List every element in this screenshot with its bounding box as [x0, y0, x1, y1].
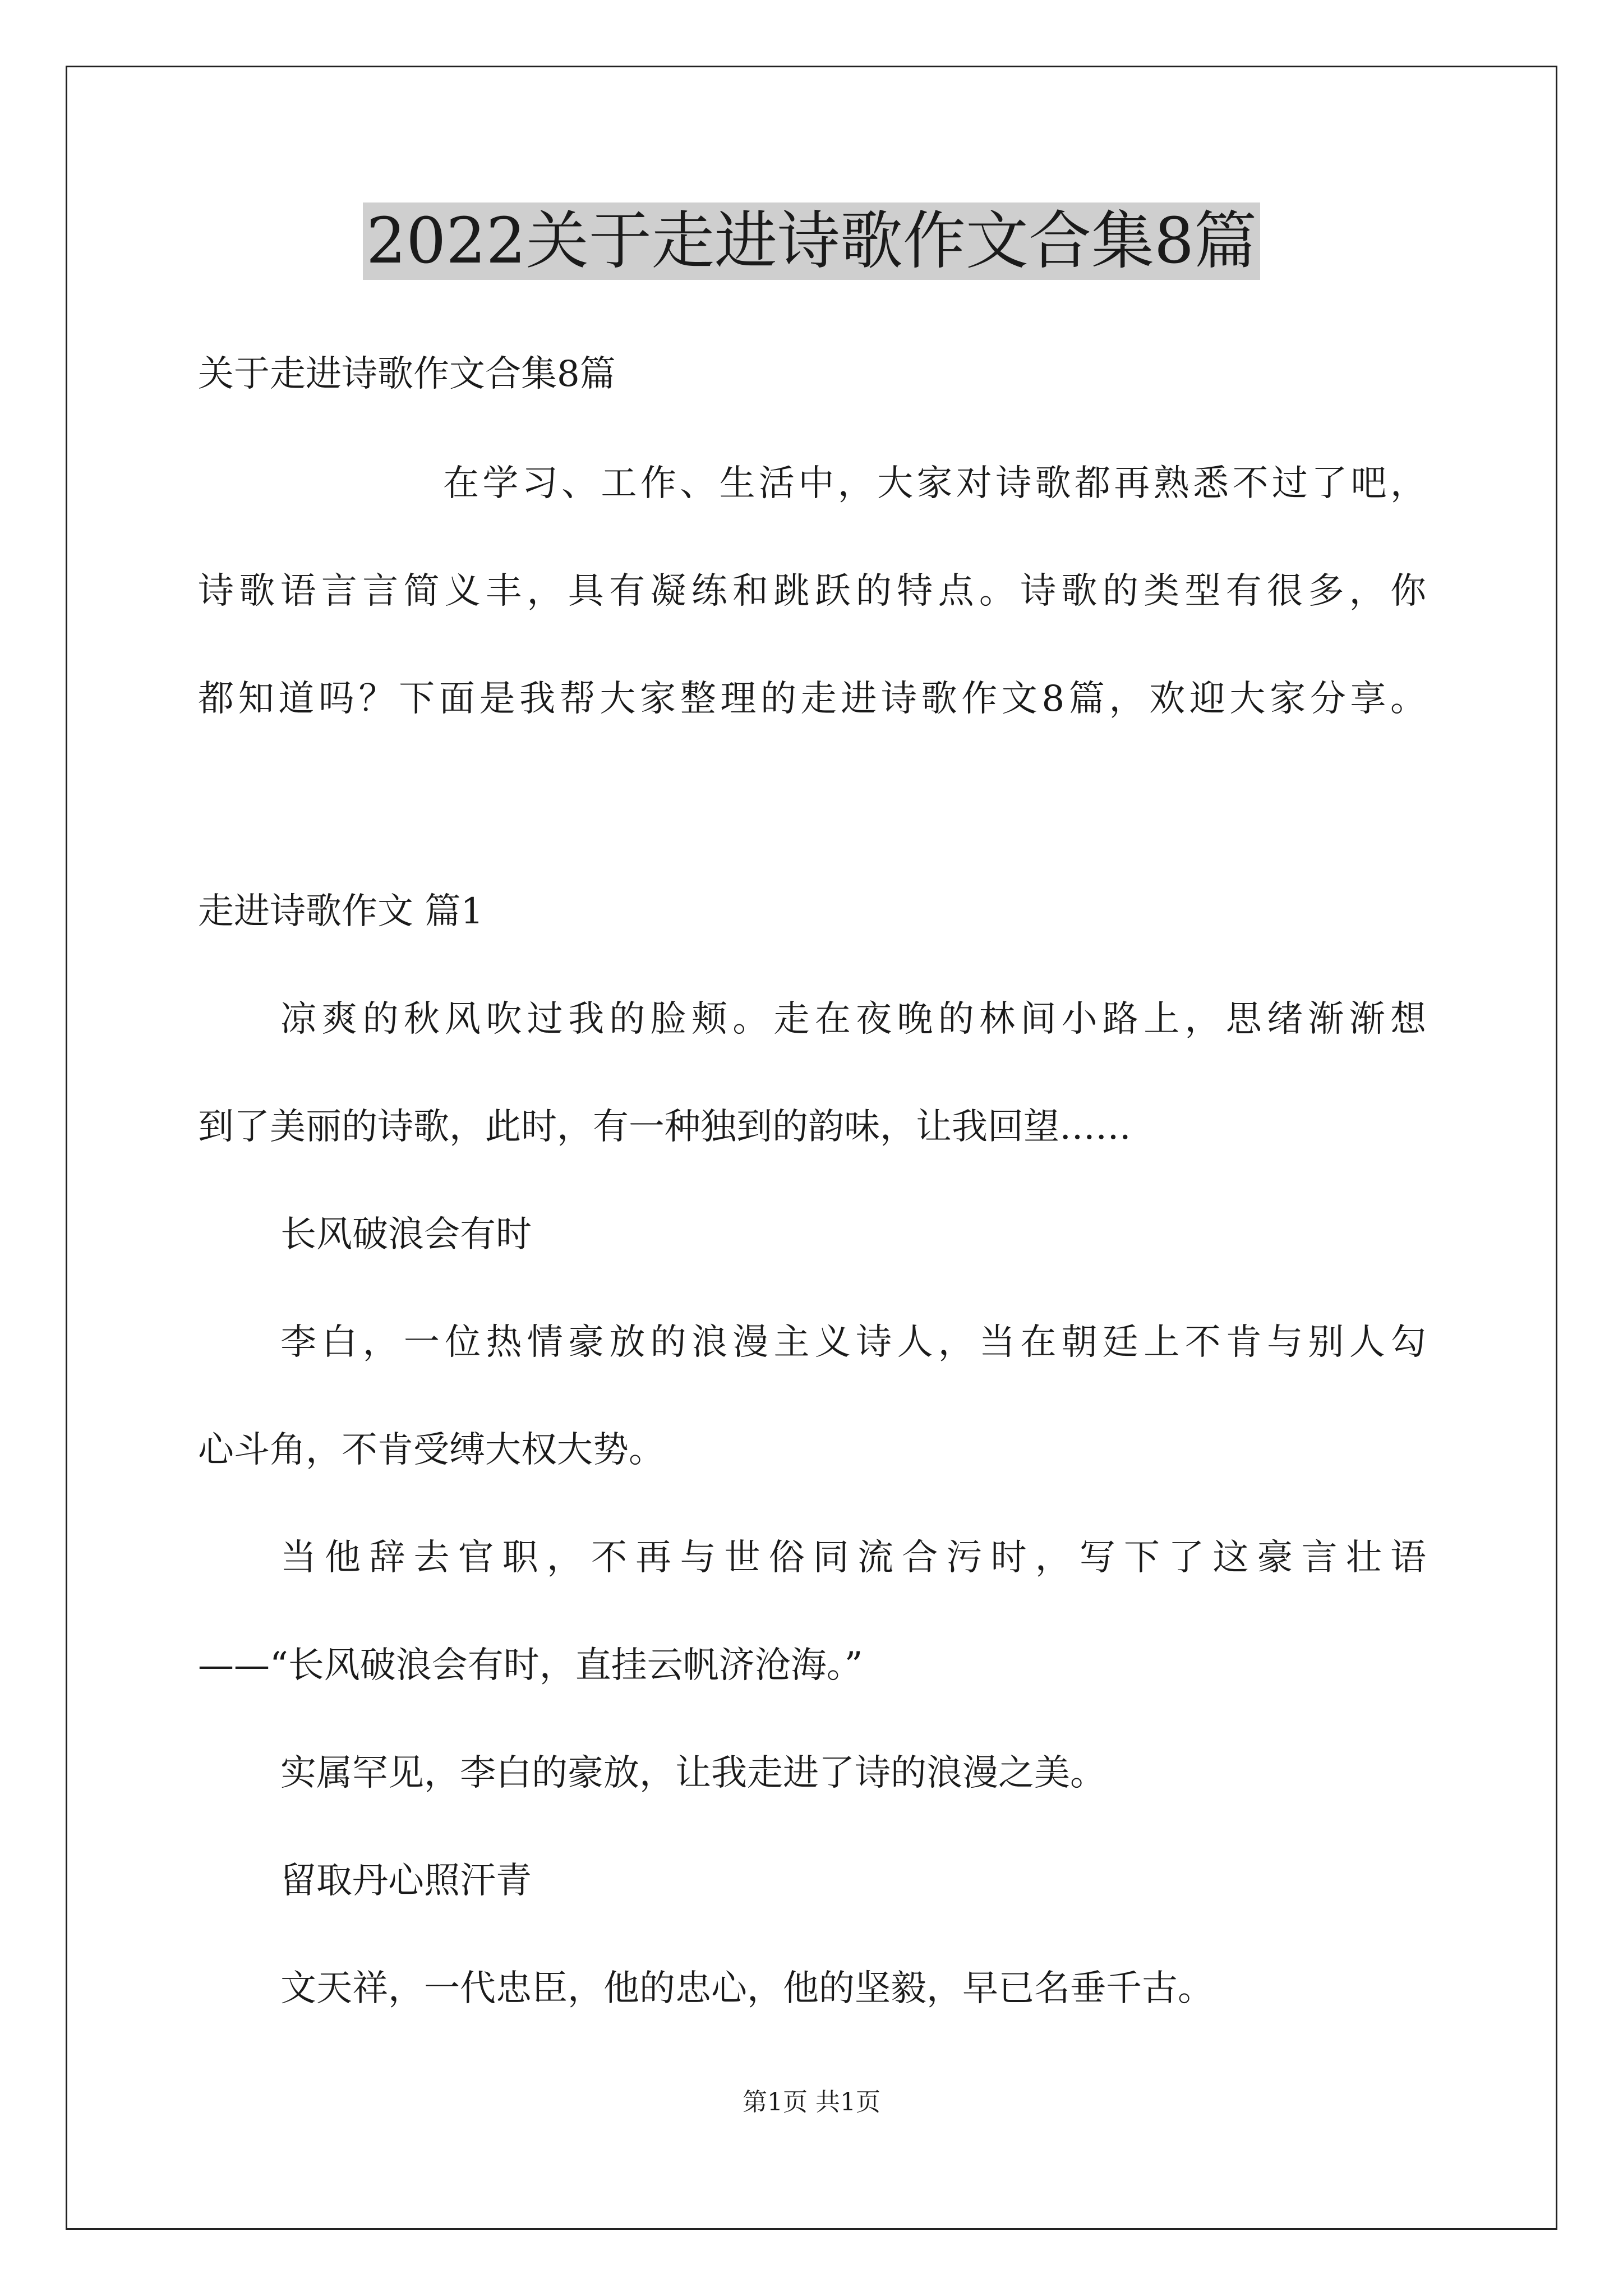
body-paragraph-line: 文天祥，一代忠臣，他的忠心，他的坚毅，早已名垂千古。 — [280, 1968, 1214, 2009]
body-paragraph-line: 实属罕见，李白的豪放，让我走进了诗的浪漫之美。 — [280, 1752, 1106, 1794]
body-paragraph-line: 到了美丽的诗歌，此时，有一种独到的韵味，让我回望…… — [198, 1106, 1131, 1148]
intro-line-1: 在学习、工作、生活中，大家对诗歌都再熟悉不过了吧， — [443, 463, 1426, 504]
body-paragraph-line: 凉爽的秋风吹过我的脸颊。走在夜晚的林间小路上，思绪渐渐想 — [280, 999, 1426, 1040]
body-subheading: 长风破浪会有时 — [280, 1214, 532, 1255]
body-subheading: 留取丹心照汗青 — [280, 1860, 532, 1902]
document-title-text: 2022关于走进诗歌作文合集8篇 — [363, 203, 1260, 280]
body-paragraph-line: 心斗角，不肯受缚大权大势。 — [198, 1429, 665, 1471]
document-subtitle: 关于走进诗歌作文合集8篇 — [198, 353, 616, 395]
body-paragraph-line: 李白，一位热情豪放的浪漫主义诗人，当在朝廷上不肯与别人勾 — [280, 1322, 1426, 1363]
intro-line-2: 诗歌语言言简义丰，具有凝练和跳跃的特点。诗歌的类型有很多，你 — [198, 570, 1426, 612]
section-heading: 走进诗歌作文 篇1 — [198, 891, 484, 932]
intro-line-3: 都知道吗？下面是我帮大家整理的走进诗歌作文8篇，欢迎大家分享。 — [198, 678, 1426, 720]
document-title — [0, 196, 1623, 286]
body-paragraph-line: ——“长风破浪会有时，直挂云帆济沧海。” — [198, 1645, 863, 1686]
page-number-footer: 第1页 共1页 — [743, 2088, 880, 2116]
body-paragraph-line: 当他辞去官职，不再与世俗同流合污时，写下了这豪言壮语 — [280, 1537, 1426, 1579]
